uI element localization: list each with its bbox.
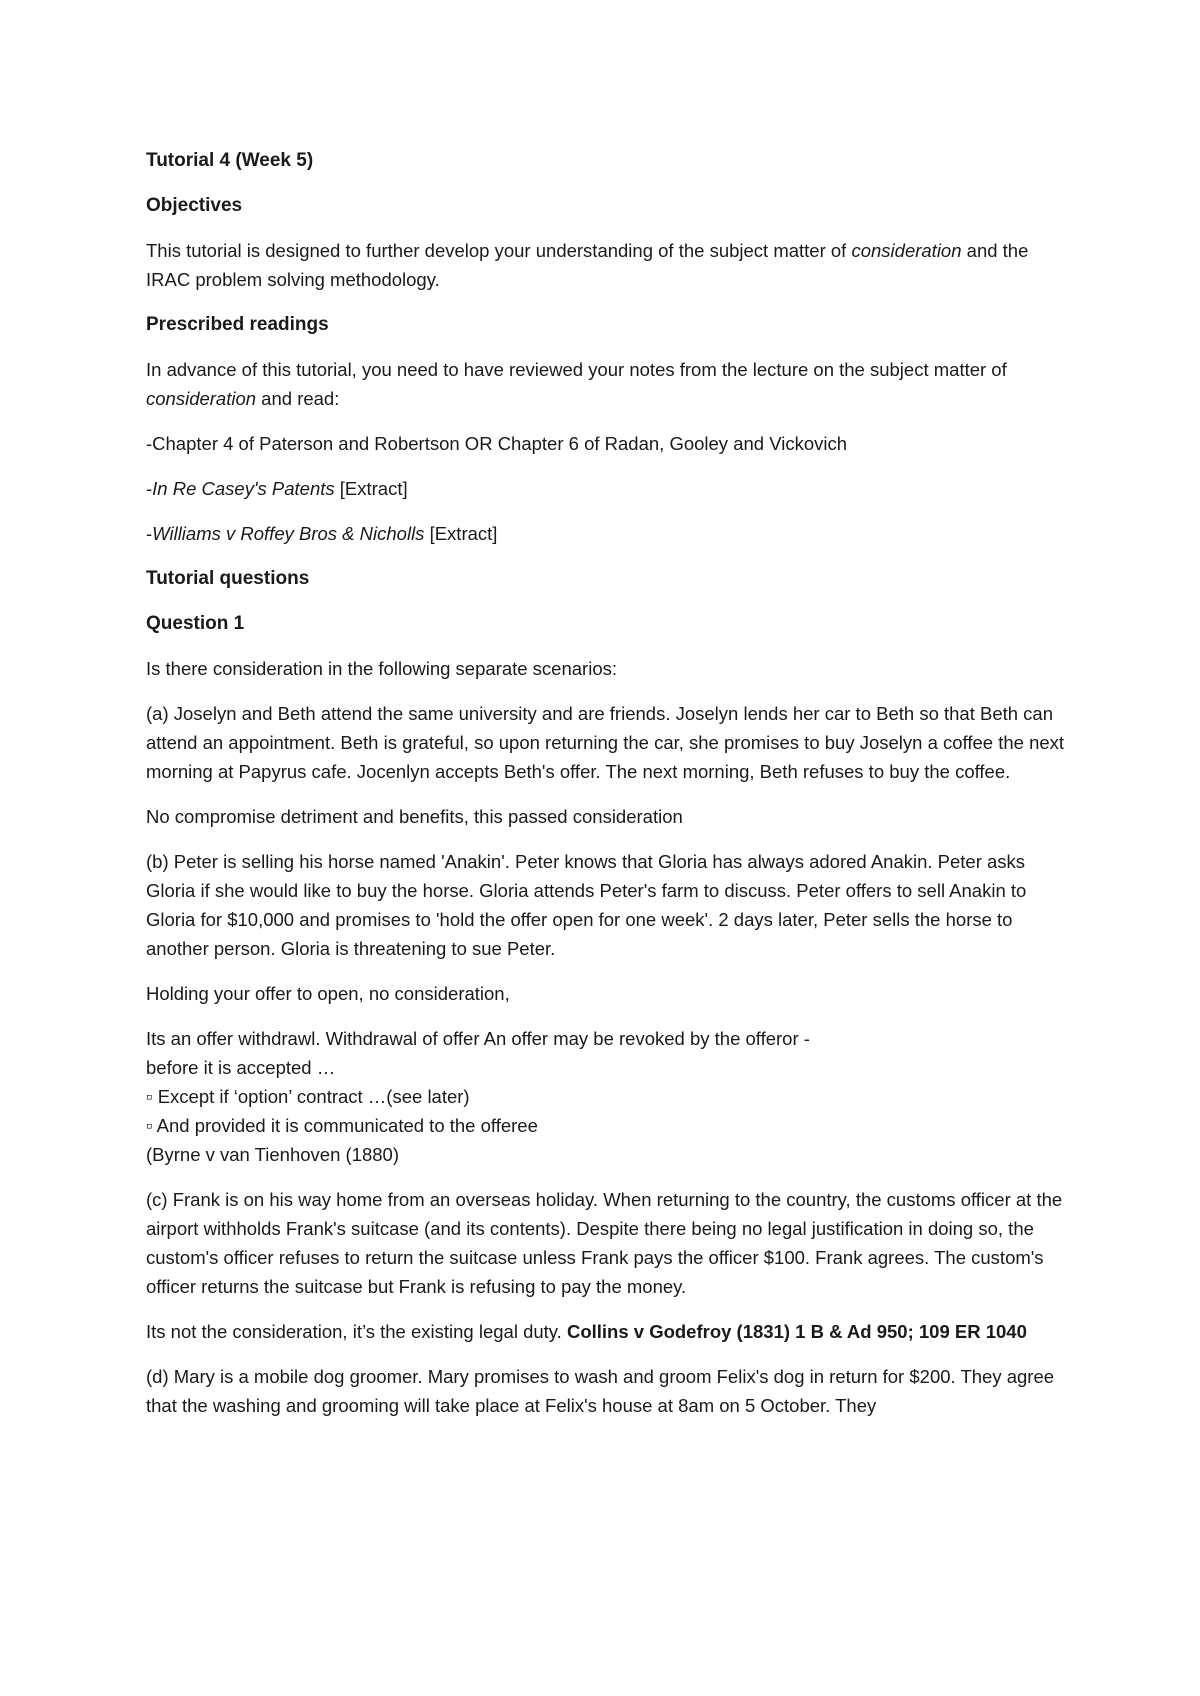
reading-item-2-prefix: - bbox=[146, 478, 153, 499]
scenario-c-answer bbox=[146, 1317, 1066, 1346]
scenario-b-answer-line-2: before it is accepted … bbox=[146, 1057, 336, 1078]
objectives-text-after: and the IRAC problem solving methodology. bbox=[146, 240, 1029, 290]
reading-item-3 bbox=[146, 519, 1066, 548]
document-page bbox=[146, 146, 1066, 1436]
objectives-paragraph bbox=[146, 236, 1066, 294]
scenario-b-answer-2 bbox=[146, 1024, 1066, 1169]
scenario-b-answer-1: Holding your offer to open, no consideration, bbox=[146, 983, 510, 1004]
scenario-a-text: (a) Joselyn and Beth attend the same university and are friends. Joselyn lends her car to Beth so that Beth can attend an appointment. Beth is grateful, so upon returning the car, she promises to buy Joselyn a coffee the next morning at Papyrus cafe. Jocenlyn accepts Beth's offer. The next morning, Beth refuses to buy the coffee. bbox=[146, 703, 1065, 782]
readings-intro-after: and read: bbox=[256, 388, 340, 409]
scenario-b-text: (b) Peter is selling his horse named 'Anakin'. Peter knows that Gloria has always adored Anakin. Peter asks Gloria if she would like to buy the horse. Gloria attends Peter's farm to discuss. Peter offers to sell Anakin to Gloria for $10,000 and promises to 'hold the offer open for one week'. 2 days later, Peter sells the horse to another person. Gloria is threatening to sue Peter. bbox=[146, 851, 1027, 959]
scenario-c-text: (c) Frank is on his way home from an overseas holiday. When returning to the country, the customs officer at the airport withholds Frank's suitcase (and its contents). Despite there being no legal justification in doing so, the custom's officer refuses to return the suitcase unless Frank pays the officer $100. Frank agrees. The custom's officer returns the suitcase but Frank is refusing to pay the money. bbox=[146, 1189, 1063, 1297]
tutorial-questions-heading: Tutorial questions bbox=[146, 568, 310, 589]
objectives-heading: Objectives bbox=[146, 195, 243, 216]
scenario-c-answer-case: Collins v Godefroy (1831) 1 B & Ad 950; 109 ER 1040 bbox=[566, 1321, 1027, 1342]
reading-item-2-italic: In Re Casey's Patents bbox=[152, 478, 335, 499]
reading-item-1: -Chapter 4 of Paterson and Robertson OR Chapter 6 of Radan, Gooley and Vickovich bbox=[146, 433, 848, 454]
scenario-b-answer-line-5: (Byrne v van Tienhoven (1880) bbox=[146, 1144, 399, 1165]
scenario-b-answer-line-3: ▫ Except if ‘option’ contract …(see later) bbox=[146, 1086, 470, 1107]
readings-heading: Prescribed readings bbox=[146, 314, 329, 335]
reading-item-2-suffix: [Extract] bbox=[334, 478, 408, 499]
reading-item-2 bbox=[146, 474, 1066, 503]
scenario-d-text: (d) Mary is a mobile dog groomer. Mary promises to wash and groom Felix's dog in return for $200. They agree that the washing and grooming will take place at Felix's house at 8am on 5 October. They bbox=[146, 1366, 1055, 1416]
scenario-c-answer-plain: Its not the consideration, it’s the existing legal duty. bbox=[146, 1321, 567, 1342]
readings-intro bbox=[146, 355, 1066, 413]
objectives-text-italic: consideration bbox=[851, 240, 962, 261]
scenario-b-answer-line-1: Its an offer withdrawl. Withdrawal of offer An offer may be revoked by the offeror - bbox=[146, 1028, 810, 1049]
reading-item-3-suffix: [Extract] bbox=[424, 523, 498, 544]
readings-intro-italic: consideration bbox=[146, 388, 257, 409]
scenario-b-answer-line-4: ▫ And provided it is communicated to the offeree bbox=[146, 1115, 538, 1136]
question-1-heading: Question 1 bbox=[146, 613, 245, 634]
question-1-intro: Is there consideration in the following separate scenarios: bbox=[146, 658, 617, 679]
readings-intro-before: In advance of this tutorial, you need to have reviewed your notes from the lecture on the subject matter of bbox=[146, 359, 1007, 380]
reading-item-3-prefix: - bbox=[146, 523, 153, 544]
scenario-a-answer: No compromise detriment and benefits, this passed consideration bbox=[146, 806, 683, 827]
reading-item-3-italic: Williams v Roffey Bros & Nicholls bbox=[152, 523, 425, 544]
objectives-text-before: This tutorial is designed to further develop your understanding of the subject matter of bbox=[146, 240, 852, 261]
document-title: Tutorial 4 (Week 5) bbox=[146, 150, 314, 171]
